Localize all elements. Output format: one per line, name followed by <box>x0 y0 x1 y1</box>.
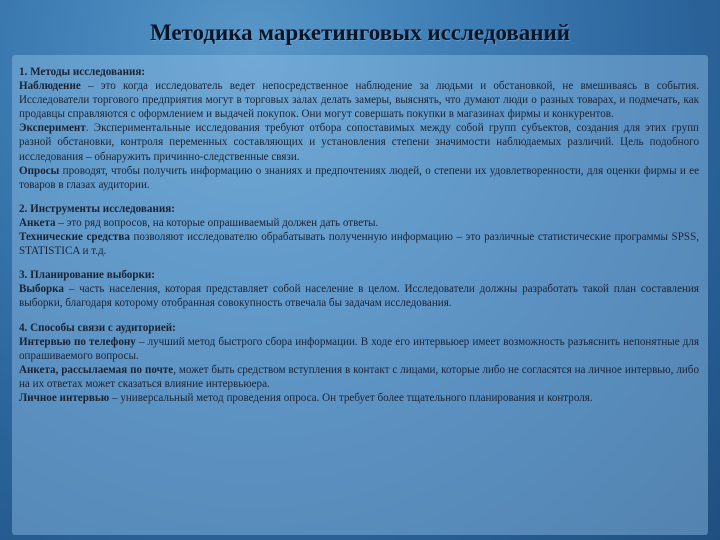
slide-content <box>19 65 699 405</box>
paragraph-experiment <box>19 121 699 163</box>
term-surveys: Опросы <box>19 164 60 177</box>
term-questionnaire: Анкета <box>19 216 56 229</box>
term-phone-interview: Интервью по телефону <box>19 335 136 348</box>
paragraph-surveys <box>19 164 699 192</box>
term-experiment: Эксперимент <box>19 122 86 135</box>
term-technical-tools: Технические средства <box>19 231 130 244</box>
section-heading-instruments: 2. Инструменты исследования: <box>19 202 175 215</box>
paragraph-sample <box>19 282 699 310</box>
text-phone-interview: – лучший метод быстрого сбора информации. В ходе его интервьюер имеет возможность разъяснить непонятные для опрашиваемого вопросы. <box>19 335 700 362</box>
text-observation: – это когда исследователь ведет непосредственное наблюдение за людьми и обстановкой, не вмешиваясь в события. Исследователи торгового предприятия могут в торговых залах делать замеры, выяснять, что думают люди о разных товарах, и подмечать, как продавцы справляются с оформлением и выдачей покупок. Они могут совершать покупки в магазинах фирмы и конкурентов. <box>19 80 699 121</box>
paragraph-observation <box>19 79 699 121</box>
term-personal-interview: Личное интервью <box>19 391 110 404</box>
section-heading-sampling: 3. Планирование выборки: <box>19 269 155 282</box>
text-technical-tools: позволяют исследователю обрабатывать полученную информацию – это различные статистические программы SPSS, STATISTICA и т.д. <box>19 231 700 258</box>
text-mail-survey: , может быть средством вступления в контакт с лицами, которые либо не согласятся на личное интервью, либо на их ответах может сказаться влияние интервьюера. <box>19 363 699 390</box>
paragraph-technical-tools <box>19 230 699 258</box>
text-personal-interview: – универсальный метод проведения опроса. Он требует более тщательного планирования и контроля. <box>109 391 593 404</box>
paragraph-phone-interview <box>19 335 699 363</box>
term-observation: Наблюдение <box>19 80 81 93</box>
text-questionnaire: – это ряд вопросов, на которые опрашиваемый должен дать ответы. <box>55 216 379 229</box>
paragraph-personal-interview <box>19 391 699 405</box>
term-mail-survey: Анкета, рассылаемая по почте <box>19 363 174 376</box>
paragraph-questionnaire <box>19 216 699 230</box>
text-experiment: . Экспериментальные исследования требуют отбора сопоставимых между собой групп субъектов, создания для этих групп разной обстановки, контроля переменных составляющих и установления степени значимости наблюдаемых различий. Цель подобного исследования – обнаружить причинно-следственные связи. <box>19 122 699 163</box>
term-sample: Выборка <box>19 283 64 296</box>
section-heading-contact-methods: 4. Способы связи с аудиторией: <box>19 321 176 334</box>
text-sample: – часть населения, которая представляет собой население в целом. Исследователи должны разработать такой план составления выборки, благодаря которому отобранная совокупность отвечала бы задачам исследования. <box>19 283 699 310</box>
paragraph-mail-survey <box>19 363 699 391</box>
text-surveys: проводят, чтобы получить информацию о знаниях и предпочтениях людей, о степени их удовлетворенности, для оценки фирмы и ее товаров в глазах аудитории. <box>19 164 699 191</box>
slide-title: Методика маркетинговых исследований <box>149 20 571 45</box>
section-heading-methods: 1. Методы исследования: <box>19 66 146 78</box>
